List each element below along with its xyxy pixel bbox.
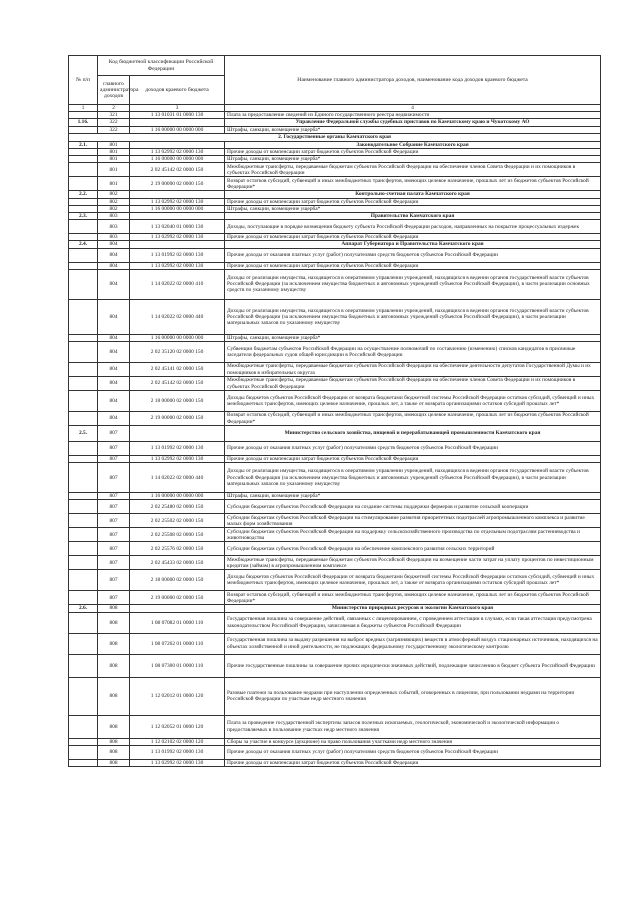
income-code: 1 13 01992 02 0000 130 — [130, 745, 225, 759]
admin-code: 807 — [98, 514, 130, 528]
income-name: Субсидии бюджетам субъектов Российской Федерации на стимулирование развития приоритетных подотраслей агропромышленного комплекса и развитие малых форм хозяйствования — [225, 514, 601, 528]
row-number — [69, 654, 98, 677]
income-code: 1 13 02992 02 0000 130 — [130, 759, 225, 766]
admin-code: 804 — [98, 299, 130, 334]
table-row — [69, 528, 601, 542]
income-code — [130, 241, 225, 248]
administrator-name: Управление Федеральной службы судебных приставов по Камчатскому краю и Чукотскому АО — [225, 119, 601, 126]
row-number — [69, 745, 98, 759]
table-row — [69, 112, 601, 119]
income-code: 2 02 45142 02 0000 150 — [130, 163, 225, 177]
admin-code: 807 — [98, 542, 130, 556]
income-name: Доходы от реализации имущества, находящегося в оперативном управлении учреждений, находящихся в ведении органов государственной власти субъектов Российской Федерации (за исключением имущества бюджетных и автономных учреждений субъектов Российской Федерации), в части реализации материальных запасов по указанному имуществу — [225, 463, 601, 493]
income-name: Доходы бюджетов субъектов Российской Федерации от возврата бюджетами бюджетной системы Российской Федерации остатков субсидий, субвенций и иных межбюджетных трансфертов, имеющих целевое назначение, прошлых лет, а также от возврата организациями остатков субсидий прошлых лет* — [225, 570, 601, 591]
row-number — [69, 391, 98, 412]
header-income: доходов краевого бюджета — [130, 76, 225, 105]
admin-code: 803 — [98, 234, 130, 241]
income-code: 2 02 25480 02 0000 150 — [130, 500, 225, 514]
column-number: 4 — [225, 105, 601, 112]
income-code — [130, 426, 225, 442]
table-row — [69, 556, 601, 570]
table-row — [69, 514, 601, 528]
table-row — [69, 612, 601, 633]
row-number — [69, 163, 98, 177]
income-name: Межбюджетные трансферты, передаваемые бюджетам субъектов Российской Федерации на обеспечение членов Совета Федерации и их помощников в субъектах Российской Федерации — [225, 377, 601, 391]
row-number: 1.16. — [69, 119, 98, 126]
income-name: Прочие доходы от оказания платных услуг (работ) получателями средств бюджетов субъектов Российской Федерации — [225, 248, 601, 262]
row-number — [69, 528, 98, 542]
admin-code: 804 — [98, 241, 130, 248]
income-name: Доходы бюджетов субъектов Российской Федерации от возврата бюджетами бюджетной системы Российской Федерации остатков субсидий, субвенций и иных межбюджетных трансфертов, имеющих целевое назначение, прошлых лет, а также от возврата организациями остатков субсидий прошлых лет* — [225, 391, 601, 412]
income-code — [130, 213, 225, 220]
income-name: Доходы от реализации имущества, находящегося в оперативном управлении учреждений, находящихся в ведении органов государственной власти субъектов Российской Федерации (за исключением имущества бюджетных и автономных учреждений субъектов Российской Федерации), в части реализации основных средств по указанному имуществу — [225, 269, 601, 299]
table-row — [69, 633, 601, 654]
table-row — [69, 262, 601, 269]
admin-code: 807 — [98, 500, 130, 514]
row-number — [69, 463, 98, 493]
table-row — [69, 677, 601, 715]
income-code — [130, 191, 225, 198]
table-row — [69, 248, 601, 262]
table-row — [69, 220, 601, 234]
row-number — [69, 377, 98, 391]
income-code: 1 08 07262 01 0000 110 — [130, 633, 225, 654]
income-name: Субсидии бюджетам субъектов Российской Федерации на обеспечение комплексного развития сельских территорий — [225, 542, 601, 556]
header-num: № п/п — [69, 56, 98, 105]
income-name: Прочие доходы от оказания платных услуг (работ) получателями средств бюджетов субъектов Российской Федерации — [225, 442, 601, 456]
income-name: Прочие доходы от компенсации затрат бюджетов субъектов Российской Федерации — [225, 149, 601, 156]
section-heading: 2. Государственные органы Камчатского края — [69, 133, 601, 141]
table-row — [69, 500, 601, 514]
row-number — [69, 234, 98, 241]
row-number — [69, 570, 98, 591]
row-number — [69, 456, 98, 463]
table-row — [69, 654, 601, 677]
row-number — [69, 334, 98, 341]
income-name: Плата за предоставление сведений из Единого государственного реестра недвижимости — [225, 112, 601, 119]
header-name: Наименование главного администратора доходов, наименование кода доходов краевого бюджета — [225, 56, 601, 105]
row-number — [69, 738, 98, 745]
table-row — [69, 391, 601, 412]
row-number: 2.5. — [69, 426, 98, 442]
row-number — [69, 112, 98, 119]
table-row — [69, 591, 601, 605]
income-name: Доходы, поступающие в порядке возмещения бюджету субъекта Российской Федерации расходов, направленных на покрытие процессуальных издержек — [225, 220, 601, 234]
row-number — [69, 198, 98, 205]
table-row — [69, 442, 601, 456]
income-name: Разовые платежи за пользование недрами при наступлении определенных событий, оговоренных в лицензии, при пользовании недрами на территории Российской Федерации по участкам недр местного значения — [225, 677, 601, 715]
admin-code: 804 — [98, 391, 130, 412]
table-row — [69, 715, 601, 738]
income-code: 1 13 02992 02 0000 130 — [130, 262, 225, 269]
admin-code: 808 — [98, 633, 130, 654]
table-row — [69, 141, 601, 148]
income-code: 2 02 45142 02 0000 150 — [130, 377, 225, 391]
admin-code: 807 — [98, 456, 130, 463]
income-code: 1 14 02022 02 0000 440 — [130, 463, 225, 493]
table-row — [69, 426, 601, 442]
income-code: 1 13 02992 02 0000 130 — [130, 149, 225, 156]
table-row — [69, 342, 601, 363]
income-name: Возврат остатков субсидий, субвенций и иных межбюджетных трансфертов, имеющих целевое назначение, прошлых лет из бюджетов субъектов Российской Федерации* — [225, 412, 601, 426]
admin-code: 808 — [98, 715, 130, 738]
header-admin: главного администратора доходов — [98, 76, 130, 105]
row-number — [69, 126, 98, 133]
income-code: 1 16 00000 00 0000 000 — [130, 334, 225, 341]
table-row — [69, 334, 601, 341]
row-number — [69, 156, 98, 163]
income-code: 1 12 02012 01 0000 120 — [130, 677, 225, 715]
income-code: 2 19 00000 02 0000 150 — [130, 591, 225, 605]
admin-code: 322 — [98, 126, 130, 133]
table-row — [69, 456, 601, 463]
table-row — [69, 149, 601, 156]
table-row — [69, 738, 601, 745]
table-row — [69, 191, 601, 198]
header-kbk: Код бюджетной классификации Российской Федерации — [98, 56, 225, 76]
income-name: Доходы от реализации имущества, находящегося в оперативном управлении учреждений, находящихся в ведении органов государственной власти субъектов Российской Федерации (за исключением имущества бюджетных и автономных учреждений субъектов Российской Федерации), в части реализации материальных запасов по указанному имуществу — [225, 299, 601, 334]
admin-code: 804 — [98, 377, 130, 391]
admin-code: 804 — [98, 363, 130, 377]
income-code: 1 16 00000 00 0000 000 — [130, 205, 225, 212]
income-code: 1 12 02102 02 0000 120 — [130, 738, 225, 745]
income-name: Сборы за участие в конкурсе (аукционе) на право пользования участками недр местного значения — [225, 738, 601, 745]
row-number — [69, 493, 98, 500]
income-code — [130, 605, 225, 612]
income-code: 2 02 35120 02 0000 150 — [130, 342, 225, 363]
admin-code: 807 — [98, 591, 130, 605]
row-number — [69, 412, 98, 426]
table-row — [69, 198, 601, 205]
admin-code: 801 — [98, 163, 130, 177]
row-number — [69, 262, 98, 269]
admin-code: 808 — [98, 612, 130, 633]
income-code — [130, 141, 225, 148]
admin-code: 808 — [98, 738, 130, 745]
admin-code: 807 — [98, 442, 130, 456]
admin-code: 804 — [98, 342, 130, 363]
admin-code: 808 — [98, 745, 130, 759]
income-code: 1 13 02040 01 0000 130 — [130, 220, 225, 234]
revenue-administrators-table — [68, 55, 601, 767]
income-name: Прочие доходы от оказания платных услуг (работ) получателями средств бюджетов субъектов Российской Федерации — [225, 745, 601, 759]
administrator-name: Законодательное Собрание Камчатского края — [225, 141, 601, 148]
table-row — [69, 605, 601, 612]
row-number — [69, 715, 98, 738]
income-code: 2 02 25508 02 0000 150 — [130, 528, 225, 542]
admin-code: 322 — [98, 119, 130, 126]
row-number: 2.3. — [69, 213, 98, 220]
admin-code: 807 — [98, 556, 130, 570]
row-number — [69, 269, 98, 299]
row-number — [69, 542, 98, 556]
income-code: 1 13 01992 02 0000 130 — [130, 248, 225, 262]
table-row — [69, 269, 601, 299]
income-name: Прочие доходы от компенсации затрат бюджетов субъектов Российской Федерации — [225, 262, 601, 269]
row-number — [69, 633, 98, 654]
income-code: 1 13 02992 02 0000 130 — [130, 198, 225, 205]
admin-code: 802 — [98, 198, 130, 205]
row-number — [69, 591, 98, 605]
admin-code: 808 — [98, 654, 130, 677]
administrator-name: Министерство природных ресурсов и экологии Камчатского края — [225, 605, 601, 612]
table-row — [69, 213, 601, 220]
income-name: Штрафы, санкции, возмещение ущерба* — [225, 126, 601, 133]
administrator-name: Правительство Камчатского края — [225, 213, 601, 220]
income-code: 1 13 01992 02 0000 130 — [130, 442, 225, 456]
table-row — [69, 234, 601, 241]
income-name: Прочие доходы от компенсации затрат бюджетов субъектов Российской Федерации — [225, 759, 601, 766]
row-number — [69, 514, 98, 528]
income-code: 2 02 25502 02 0000 150 — [130, 514, 225, 528]
income-code: 2 02 25576 02 0000 150 — [130, 542, 225, 556]
income-code: 1 13 01031 01 0000 130 — [130, 112, 225, 119]
table-row — [69, 412, 601, 426]
income-code: 2 02 45141 02 0000 150 — [130, 363, 225, 377]
income-code: 2 18 00000 02 0000 150 — [130, 570, 225, 591]
income-name: Прочие доходы от компенсации затрат бюджетов субъектов Российской Федерации — [225, 234, 601, 241]
income-name: Государственная пошлина за выдачу разрешения на выброс вредных (загрязняющих) веществ в атмосферный воздух стационарных источников, находящихся на объектах хозяйственной и иной деятельности, не подлежащих федеральному государственному экологическому контролю — [225, 633, 601, 654]
table-row — [69, 745, 601, 759]
admin-code: 807 — [98, 570, 130, 591]
admin-code: 804 — [98, 262, 130, 269]
income-code: 1 16 00000 00 0000 000 — [130, 156, 225, 163]
income-name: Межбюджетные трансферты, передаваемые бюджетам субъектов Российской Федерации на возмещение части затрат на уплату процентов по инвестиционным кредитам (займам) в агропромышленном комплексе — [225, 556, 601, 570]
row-number — [69, 759, 98, 766]
income-name: Прочие доходы от компенсации затрат бюджетов субъектов Российской Федерации — [225, 198, 601, 205]
income-code: 1 13 02992 02 0000 130 — [130, 234, 225, 241]
admin-code: 801 — [98, 149, 130, 156]
admin-code: 807 — [98, 463, 130, 493]
admin-code: 801 — [98, 141, 130, 148]
income-name: Субсидии бюджетам субъектов Российской Федерации на поддержку сельскохозяйственного производства по отдельным подотраслям растениеводства и животноводства — [225, 528, 601, 542]
admin-code: 802 — [98, 191, 130, 198]
admin-code: 801 — [98, 156, 130, 163]
income-name: Возврат остатков субсидий, субвенций и иных межбюджетных трансфертов, имеющих целевое назначение, прошлых лет из бюджетов субъектов Российской Федерации* — [225, 177, 601, 191]
document-page — [68, 55, 600, 767]
administrator-name: Контрольно-счетная палата Камчатского края — [225, 191, 601, 198]
row-number — [69, 177, 98, 191]
row-number — [69, 612, 98, 633]
income-name: Прочие государственные пошлины за совершение прочих юридически значимых действий, подлежащие зачислению в бюджет субъекта Российской Федерации — [225, 654, 601, 677]
income-code: 2 19 00000 02 0000 150 — [130, 177, 225, 191]
table-row — [69, 493, 601, 500]
row-number — [69, 556, 98, 570]
table-row — [69, 156, 601, 163]
table-row — [69, 570, 601, 591]
table-row — [69, 163, 601, 177]
row-number — [69, 342, 98, 363]
income-name: Субсидии бюджетам субъектов Российской Федерации на создание системы поддержки фермеров и развитие сельской кооперации — [225, 500, 601, 514]
income-code: 1 14 02022 02 0000 440 — [130, 299, 225, 334]
income-name: Штрафы, санкции, возмещение ущерба* — [225, 156, 601, 163]
table-row — [69, 299, 601, 334]
income-name: Штрафы, санкции, возмещение ущерба* — [225, 205, 601, 212]
admin-code: 804 — [98, 334, 130, 341]
row-number: 2.6. — [69, 605, 98, 612]
administrator-name: Аппарат Губернатора и Правительства Камчатского края — [225, 241, 601, 248]
admin-code: 807 — [98, 493, 130, 500]
admin-code: 801 — [98, 177, 130, 191]
admin-code: 808 — [98, 605, 130, 612]
table-row — [69, 119, 601, 126]
table-row — [69, 133, 601, 141]
income-code — [130, 119, 225, 126]
admin-code: 804 — [98, 269, 130, 299]
administrator-name: Министерство сельского хозяйства, пищевой и перерабатывающей промышленности Камчатского края — [225, 426, 601, 442]
table-row — [69, 241, 601, 248]
admin-code: 803 — [98, 213, 130, 220]
row-number — [69, 442, 98, 456]
row-number: 2.4. — [69, 241, 98, 248]
admin-code: 807 — [98, 528, 130, 542]
income-name: Штрафы, санкции, возмещение ущерба* — [225, 493, 601, 500]
income-code: 2 18 00000 02 0000 150 — [130, 391, 225, 412]
row-number — [69, 205, 98, 212]
table-row — [69, 205, 601, 212]
row-number — [69, 363, 98, 377]
row-number — [69, 248, 98, 262]
table-row — [69, 377, 601, 391]
row-number — [69, 220, 98, 234]
row-number — [69, 500, 98, 514]
income-code: 1 16 00000 00 0000 000 — [130, 493, 225, 500]
table-row — [69, 759, 601, 766]
admin-code: 802 — [98, 205, 130, 212]
income-name: Прочие доходы от компенсации затрат бюджетов субъектов Российской Федерации — [225, 456, 601, 463]
income-code: 1 14 02022 02 0000 410 — [130, 269, 225, 299]
income-name: Штрафы, санкции, возмещение ущерба* — [225, 334, 601, 341]
admin-code: 803 — [98, 220, 130, 234]
income-code: 2 02 45433 02 0000 150 — [130, 556, 225, 570]
income-code: 1 13 02992 02 0000 130 — [130, 456, 225, 463]
income-name: Межбюджетные трансферты, передаваемые бюджетам субъектов Российской Федерации на обеспечение членов Совета Федерации и их помощников в субъектах Российской Федерации — [225, 163, 601, 177]
row-number — [69, 149, 98, 156]
row-number: 2.1. — [69, 141, 98, 148]
income-code: 2 19 00000 02 0000 150 — [130, 412, 225, 426]
row-number — [69, 677, 98, 715]
income-name: Субвенции бюджетам субъектов Российской Федерации на осуществление полномочий по составлению (изменению) списков кандидатов в присяжные заседатели федеральных судов общей юрисдикции в Российской Федерации — [225, 342, 601, 363]
table-row — [69, 542, 601, 556]
row-number: 2.2. — [69, 191, 98, 198]
admin-code: 808 — [98, 759, 130, 766]
income-name: Плата за проведение государственной экспертизы запасов полезных ископаемых, геологической, экономической и экологической информации о предоставляемых в пользование участках недр местного значения — [225, 715, 601, 738]
admin-code: 804 — [98, 248, 130, 262]
income-code: 1 12 02052 01 0000 120 — [130, 715, 225, 738]
table-row — [69, 363, 601, 377]
row-number — [69, 299, 98, 334]
admin-code: 804 — [98, 412, 130, 426]
column-number: 3 — [130, 105, 225, 112]
admin-code: 807 — [98, 426, 130, 442]
income-code: 1 08 07300 01 0000 110 — [130, 654, 225, 677]
table-row — [69, 177, 601, 191]
column-number: 1 — [69, 105, 98, 112]
column-number: 2 — [98, 105, 130, 112]
admin-code: 321 — [98, 112, 130, 119]
table-row — [69, 463, 601, 493]
income-code: 1 08 07082 01 0000 110 — [130, 612, 225, 633]
admin-code: 808 — [98, 677, 130, 715]
income-name: Межбюджетные трансферты, передаваемые бюджетам субъектов Российской Федерации на обеспечение деятельности депутатов Государственной Думы и их помощников в избирательных округах — [225, 363, 601, 377]
income-name: Государственная пошлина за совершение действий, связанных с лицензированием, с проведением аттестации в случаях, если такая аттестация предусмотрена законодательством Российской Федерации, зачисляемая в бюджеты субъектов Российской Федерации — [225, 612, 601, 633]
income-name: Возврат остатков субсидий, субвенций и иных межбюджетных трансфертов, имеющих целевое назначение, прошлых лет из бюджетов субъектов Российской Федерации* — [225, 591, 601, 605]
table-row — [69, 126, 601, 133]
income-code: 1 16 00000 00 0000 000 — [130, 126, 225, 133]
